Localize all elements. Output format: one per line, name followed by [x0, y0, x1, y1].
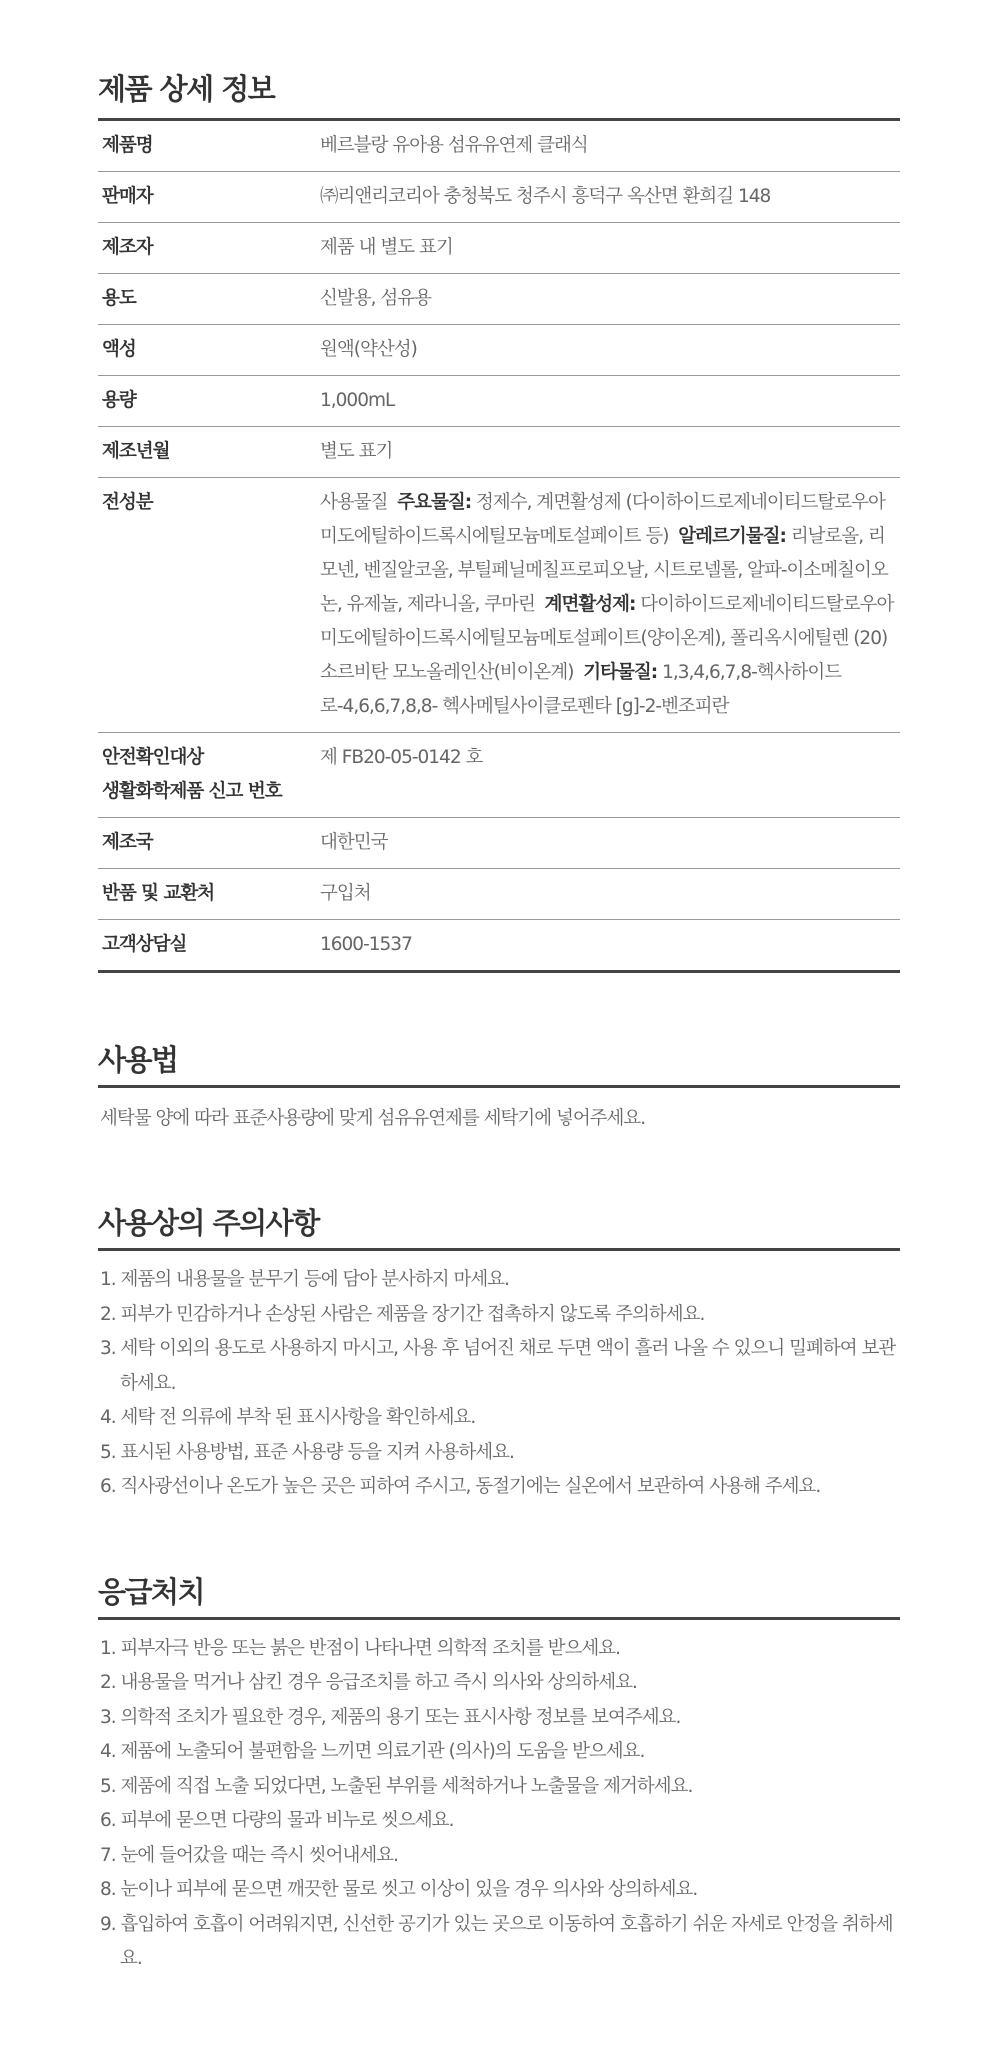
surfactant-text: 다이하이드로제네이티드탈로우아미도에틸하이드록시에틸모늄메토설페이트(양이온계), 폴리옥시에틸렌 (20) 소르비탄 모노올레인산(비이온계) — [320, 594, 894, 683]
other-substances-text: 1,3,4,6,7,8-헥사하이드로-4,6,6,7,8,8- 헥사메틸사이클로펜타 [g]-2-벤조피란 — [320, 662, 842, 717]
row-value: ㈜리앤리코리아 충청북도 청주시 흥덕구 옥산면 환희길 148 — [320, 172, 900, 223]
row-label: 판매자 — [98, 172, 320, 223]
row-value: 베르블랑 유아용 섬유유연제 클래식 — [320, 121, 900, 172]
list-item: 4. 세탁 전 의류에 부착 된 표시사항을 확인하세요. — [100, 1407, 476, 1428]
table-row — [98, 427, 900, 478]
list-item: 4. 제품에 노출되어 불편함을 느끼면 의료기관 (의사)의 도움을 받으세요. — [100, 1741, 645, 1762]
row-label: 용량 — [98, 376, 320, 427]
row-value: 대한민국 — [320, 818, 900, 869]
list-item: 1. 제품의 내용물을 분무기 등에 담아 분사하지 마세요. — [100, 1269, 509, 1290]
table-row — [98, 818, 900, 869]
row-label: 제품명 — [98, 121, 320, 172]
row-label: 제조년월 — [98, 427, 320, 478]
list-item: 3. 세탁 이외의 용도로 사용하지 마시고, 사용 후 넘어진 채로 두면 액이 흘러 나올 수 있으니 밀폐하여 보관하세요. — [100, 1338, 896, 1394]
table-row — [98, 121, 900, 172]
list-item: 1. 피부자극 반응 또는 붉은 반점이 나타나면 의학적 조치를 받으세요. — [100, 1637, 620, 1659]
row-value: 1,000mL — [320, 376, 900, 427]
list-item: 3. 의학적 조치가 필요한 경우, 제품의 용기 또는 표시사항 정보를 보여주세요. — [100, 1706, 681, 1728]
list-item: 9. 흡입하여 호흡이 어려워지면, 신선한 공기가 있는 곳으로 이동하여 호흡하기 쉬운 자세로 안정을 취하세요. — [100, 1913, 893, 1969]
cautions-section — [98, 1198, 900, 1505]
table-row-safety — [98, 733, 900, 818]
row-label: 제조자 — [98, 223, 320, 274]
table-row — [98, 325, 900, 376]
row-value: 제품 내 별도 표기 — [320, 223, 900, 274]
other-substances-label: 기타물질: — [583, 662, 658, 683]
row-label: 제조국 — [98, 818, 320, 869]
row-label: 용도 — [98, 274, 320, 325]
list-item: 6. 피부에 묻으면 다량의 물과 비누로 씻으세요. — [100, 1810, 454, 1831]
list-item: 2. 내용물을 먹거나 삼킨 경우 응급조치를 하고 즉시 의사와 상의하세요. — [100, 1672, 637, 1693]
product-detail-section — [98, 64, 900, 973]
product-detail-table — [98, 121, 900, 973]
row-value: 구입처 — [320, 869, 900, 920]
list-item: 6. 직사광선이나 온도가 높은 곳은 피하여 주시고, 동절기에는 실온에서 보관하여 사용해 주세요. — [100, 1476, 821, 1497]
allergen-text: 리날로올, 리모넨, 벤질알코올, 부틸페닐메칠프로피오날, 시트로넬롤, 알파-이소메칠이오논, 유제놀, 제라니올, 쿠마린 — [320, 526, 888, 615]
section-title-usage: 사용법 — [98, 1035, 900, 1088]
safety-label — [98, 733, 320, 818]
safety-label-line1: 안전확인대상 — [102, 747, 204, 768]
list-item: 5. 제품에 직접 노출 되었다면, 노출된 부위를 세척하거나 노출물을 제거하세요. — [100, 1775, 693, 1797]
list-item: 2. 피부가 민감하거나 손상된 사람은 제품을 장기간 접촉하지 않도록 주의하세요. — [100, 1303, 705, 1325]
list-item: 8. 눈이나 피부에 묻으면 깨끗한 물로 씻고 이상이 있을 경우 의사와 상의하세요. — [100, 1879, 698, 1900]
list-item: 5. 표시된 사용방법, 표준 사용량 등을 지켜 사용하세요. — [100, 1441, 514, 1463]
table-row-ingredients — [98, 478, 900, 733]
ingredients-value — [320, 478, 900, 733]
row-value: 1600-1537 — [320, 920, 900, 972]
surfactant-label: 계면활성제: — [544, 594, 636, 615]
ingredients-intro: 사용물질 — [320, 492, 388, 513]
main-substances-label: 주요물질: — [397, 492, 472, 513]
row-label: 액성 — [98, 325, 320, 376]
section-title-product-detail: 제품 상세 정보 — [98, 64, 900, 121]
row-value: 별도 표기 — [320, 427, 900, 478]
usage-section — [98, 1035, 900, 1136]
page-content — [98, 0, 900, 1977]
usage-text: 세탁물 양에 따라 표준사용량에 맞게 섬유유연제를 세탁기에 넣어주세요. — [100, 1108, 646, 1129]
allergen-label: 알레르기물질: — [678, 526, 786, 547]
table-row — [98, 274, 900, 325]
table-row — [98, 376, 900, 427]
firstaid-section — [98, 1567, 900, 1977]
safety-label-line2: 생활화학제품 신고 번호 — [102, 781, 282, 802]
cautions-list — [98, 1263, 900, 1505]
table-row — [98, 172, 900, 223]
firstaid-list — [98, 1632, 900, 1977]
section-title-firstaid: 응급처치 — [98, 1567, 900, 1620]
row-value: 신발용, 섬유용 — [320, 274, 900, 325]
main-substances-text: 정제수, 계면활성제 (다이하이드로제네이티드탈로우아미도에틸하이드록시에틸모늄메토설페이트 등) — [320, 492, 885, 547]
section-title-cautions: 사용상의 주의사항 — [98, 1198, 900, 1251]
table-row — [98, 223, 900, 274]
row-value: 제 FB20-05-0142 호 — [320, 733, 900, 818]
row-label: 전성분 — [98, 478, 320, 733]
table-row — [98, 920, 900, 972]
row-label: 반품 및 교환처 — [98, 869, 320, 920]
table-row — [98, 869, 900, 920]
row-label: 고객상담실 — [98, 920, 320, 972]
list-item: 7. 눈에 들어갔을 때는 즉시 씻어내세요. — [100, 1844, 399, 1866]
row-value: 원액(약산성) — [320, 325, 900, 376]
